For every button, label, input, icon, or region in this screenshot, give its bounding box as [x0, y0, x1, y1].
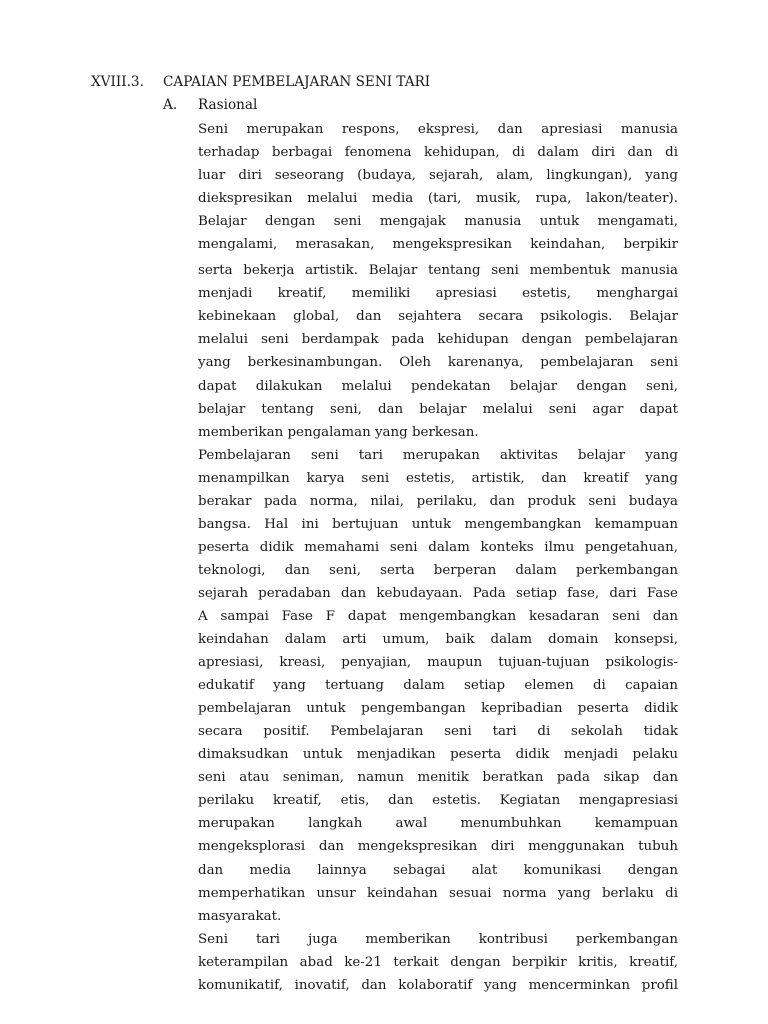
paragraph-line: terhadap berbagai fenomena kehidupan, di dalam diri dan di: [198, 145, 678, 161]
paragraph-line: edukatif yang tertuang dalam setiap elemen di capaian: [198, 678, 678, 694]
paragraph-line: Seni tari juga memberikan kontribusi perkembangan: [198, 931, 678, 947]
paragraph-line: diekspresikan melalui media (tari, musik, rupa, lakon/teater).: [198, 191, 678, 207]
paragraph-line: teknologi, dan seni, serta berperan dalam perkembangan: [198, 562, 678, 578]
paragraph-line: menampilkan karya seni estetis, artistik, dan kreatif yang: [198, 470, 678, 486]
paragraph-line: masyarakat.: [198, 908, 282, 924]
paragraph-line: belajar tentang seni, dan belajar melalui seni agar dapat: [198, 401, 678, 417]
paragraph-line: merupakan langkah awal menumbuhkan kemampuan: [198, 816, 678, 832]
paragraph-line: apresiasi, kreasi, penyajian, maupun tujuan-tujuan psikologis-: [198, 655, 678, 671]
paragraph-line: berakar pada norma, nilai, perilaku, dan produk seni budaya: [198, 493, 678, 509]
paragraph-line: serta bekerja artistik. Belajar tentang seni membentuk manusia: [198, 263, 678, 279]
paragraph-line: keterampilan abad ke-21 terkait dengan berpikir kritis, kreatif,: [198, 954, 678, 970]
paragraph-line: mengalami, merasakan, mengekspresikan keindahan, berpikir: [198, 237, 678, 253]
paragraph-line: perilaku kreatif, etis, dan estetis. Kegiatan mengapresiasi: [198, 793, 678, 809]
paragraph: [198, 118, 678, 444]
paragraph: [198, 928, 678, 997]
paragraph-line: Belajar dengan seni mengajak manusia untuk mengamati,: [198, 214, 678, 230]
paragraph-line: peserta didik memahami seni dalam konteks ilmu pengetahuan,: [198, 539, 678, 555]
paragraph-line: sejarah peradaban dan kebudayaan. Pada setiap fase, dari Fase: [198, 585, 678, 601]
paragraph-line: luar diri seseorang (budaya, sejarah, alam, lingkungan), yang: [198, 168, 678, 184]
section-number: XVIII.3.: [91, 74, 144, 90]
body-text: [198, 118, 678, 997]
paragraph-line: memberikan pengalaman yang berkesan.: [198, 424, 479, 440]
paragraph-line: yang berkesinambungan. Oleh karenanya, pembelajaran seni: [198, 355, 678, 371]
paragraph-line: memperhatikan unsur keindahan sesuai norma yang berlaku di: [198, 885, 678, 901]
subsection-letter: A.: [163, 97, 178, 113]
subsection-title: Rasional: [198, 97, 258, 113]
paragraph-line: Pembelajaran seni tari merupakan aktivitas belajar yang: [198, 447, 678, 463]
paragraph-line: pembelajaran untuk pengembangan kepribadian peserta didik: [198, 701, 678, 717]
paragraph-line: dan media lainnya sebagai alat komunikasi dengan: [198, 862, 678, 878]
paragraph-line: dimaksudkan untuk menjadikan peserta didik menjadi pelaku: [198, 747, 678, 763]
paragraph-line: kebinekaan global, dan sejahtera secara psikologis. Belajar: [198, 309, 678, 325]
paragraph-line: bangsa. Hal ini bertujuan untuk mengembangkan kemampuan: [198, 516, 678, 532]
paragraph: [198, 444, 678, 928]
paragraph-line: dapat dilakukan melalui pendekatan belajar dengan seni,: [198, 378, 678, 394]
paragraph-line: komunikatif, inovatif, dan kolaboratif yang mencerminkan profil: [198, 977, 678, 993]
paragraph-line: seni atau seniman, namun menitik beratkan pada sikap dan: [198, 770, 678, 786]
section-title: CAPAIAN PEMBELAJARAN SENI TARI: [163, 74, 431, 90]
paragraph-line: A sampai Fase F dapat mengembangkan kesadaran seni dan: [198, 608, 678, 624]
paragraph-line: mengeksplorasi dan mengekspresikan diri menggunakan tubuh: [198, 839, 678, 855]
paragraph-line: menjadi kreatif, memiliki apresiasi estetis, menghargai: [198, 286, 678, 302]
paragraph-line: secara positif. Pembelajaran seni tari di sekolah tidak: [198, 724, 678, 740]
paragraph-line: keindahan dalam arti umum, baik dalam domain konsepsi,: [198, 632, 678, 648]
paragraph-line: melalui seni berdampak pada kehidupan dengan pembelajaran: [198, 332, 678, 348]
paragraph-line: Seni merupakan respons, ekspresi, dan apresiasi manusia: [198, 122, 678, 137]
